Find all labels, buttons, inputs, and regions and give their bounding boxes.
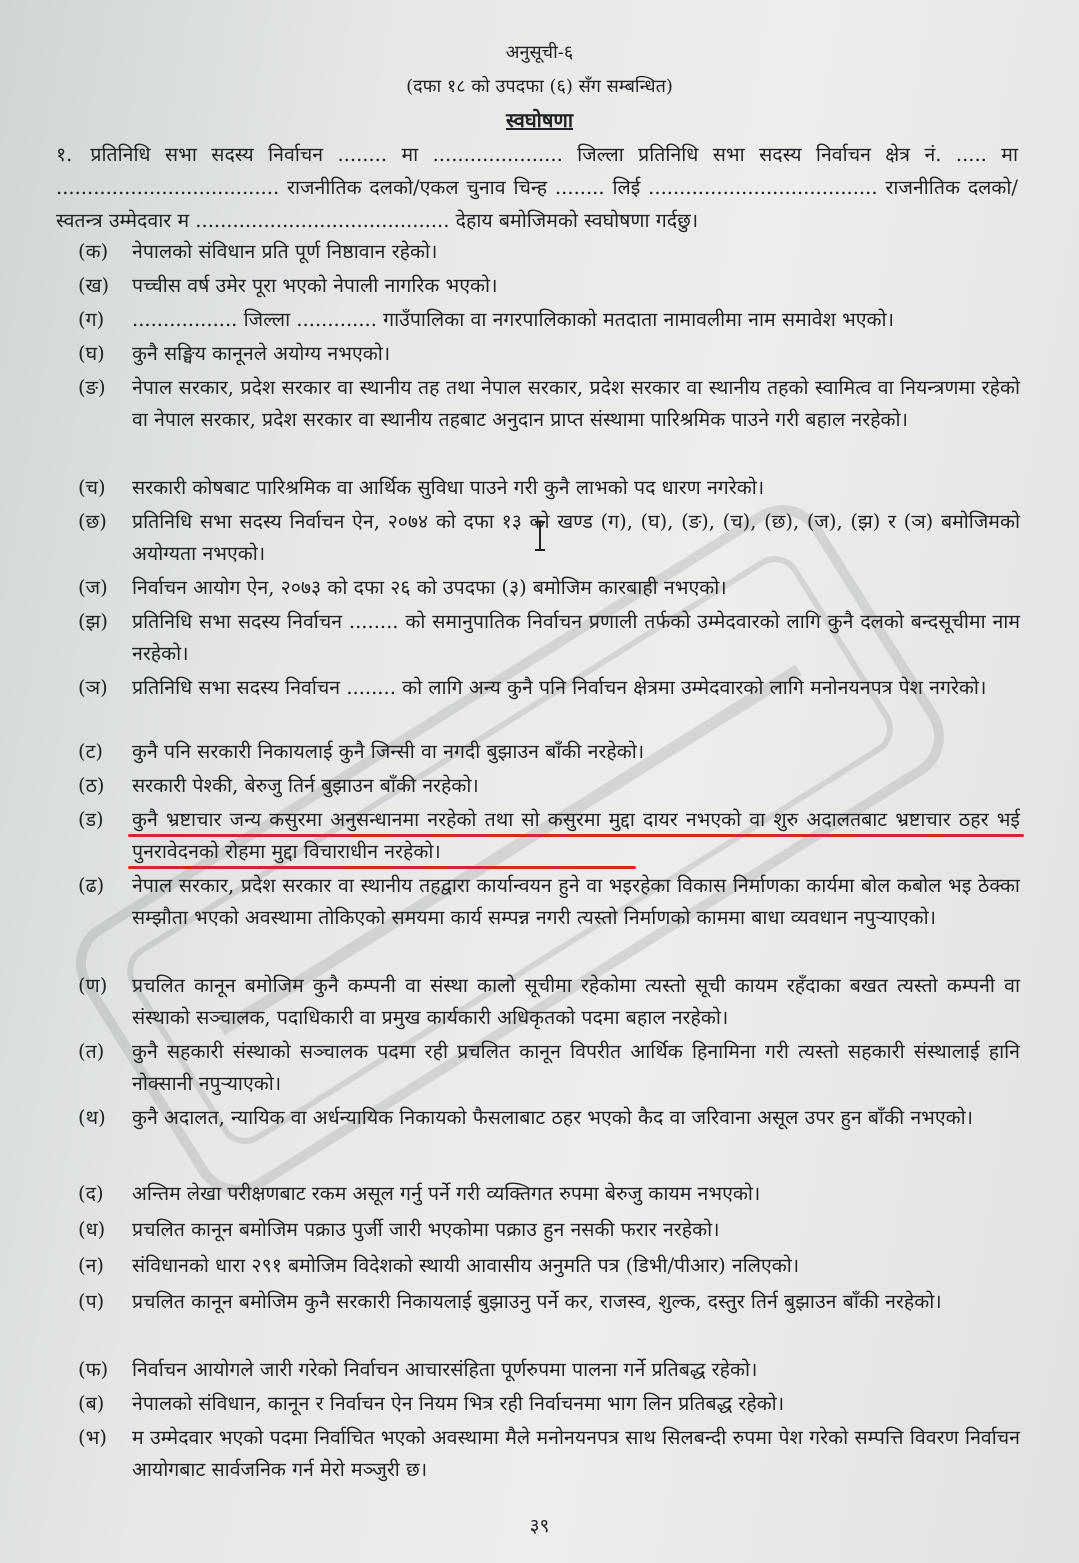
clause-label: (ण)	[78, 974, 108, 997]
clause-pha	[78, 1354, 1020, 1386]
clause-na	[78, 1250, 1020, 1282]
clause-gha	[78, 338, 1020, 370]
clause-text: सरकारी कोषबाट पारिश्रमिक वा आर्थिक सुविधा पाउने गरी कुनै लाभको पद धारण नगरेको।	[132, 476, 765, 499]
clause-text: कुनै पनि सरकारी निकायलाई कुनै जिन्सी वा नगदी बुझाउन बाँकी नरहेको।	[132, 740, 645, 763]
clause-tha	[78, 1102, 1020, 1134]
clause-label: (ग)	[78, 308, 105, 331]
clause-cha	[78, 472, 1020, 504]
clause-text: म उम्मेदवार भएको पदमा निर्वाचित भएको अवस्थामा मैले मनोनयनपत्र साथ सिलबन्दी रुपमा पेश गरेको सम्पत्ति विवरण निर्वाचन आयोगबाट सार्वजनिक गर्न मेरो मञ्जुरी छ।	[132, 1426, 1020, 1481]
clause-label: (च)	[78, 476, 106, 499]
clause-ka	[78, 236, 1020, 268]
clause-text: ................. जिल्ला ............. गाउँपालिका वा नगरपालिकाको मतदाता नामावलीमा नाम समावेश भएको।	[132, 308, 894, 331]
text-cursor-icon	[533, 520, 547, 552]
clause-text: नेपालको संविधान प्रति पूर्ण निष्ठावान रहेको।	[132, 240, 438, 263]
clause-label: (द)	[78, 1182, 104, 1205]
clause-label: (क)	[78, 240, 109, 263]
clause-label: (ढ)	[78, 874, 105, 897]
clause-label: (थ)	[78, 1106, 106, 1129]
intro-number: १.	[56, 143, 73, 166]
intro-text: प्रतिनिधि सभा सदस्य निर्वाचन ........ मा ..................... जिल्ला प्रतिनिधि सभा सदस्य निर्वाचन क्षेत्र नं. ..... मा .................................... राजनीतिक दलको/एकल चुनाव चिन्ह ........ लिई ..................................... राजनीतिक दलको/स्वतन्त्र उम्मेदवार म ......................................... देहाय बमोजिमको स्वघोषणा गर्दछु।	[56, 143, 1018, 232]
clause-label: (छ)	[78, 510, 107, 533]
clause-kha	[78, 270, 1020, 302]
clause-label: (फ)	[78, 1358, 109, 1381]
clause-label: (त)	[78, 1040, 105, 1063]
clause-da	[78, 1178, 1020, 1210]
clause-ba	[78, 1388, 1020, 1420]
clause-text: संविधानको धारा २९१ बमोजिम विदेशको स्थायी आवासीय अनुमति पत्र (डिभी/पीआर) नलिएको।	[132, 1254, 800, 1277]
clause-ja	[78, 572, 1020, 604]
clause-text: सरकारी पेश्की, बेरुजु तिर्न बुझाउन बाँकी नरहेको।	[132, 774, 479, 797]
red-underline-line-2	[128, 866, 636, 869]
clause-ga	[78, 304, 1020, 336]
clause-label: (ड)	[78, 808, 104, 831]
clause-label: (ट)	[78, 740, 104, 763]
clause-text: प्रतिनिधि सभा सदस्य निर्वाचन ........ को समानुपातिक निर्वाचन प्रणाली तर्फको उम्मेदवारको लागि कुनै दलको बन्दसूचीमा नाम नरहेको।	[132, 610, 1020, 665]
clause-label: (भ)	[78, 1426, 107, 1449]
clause-pa	[78, 1286, 1020, 1318]
clause-chha	[78, 506, 1020, 570]
clause-label: (प)	[78, 1290, 105, 1313]
clause-nga	[78, 372, 1020, 436]
clause-text: प्रचलित कानून बमोजिम कुनै सरकारी निकायलाई बुझाउनु पर्ने कर, राजस्व, शुल्क, दस्तुर तिर्न बुझाउन बाँकी नरहेको।	[132, 1290, 942, 1313]
clause-text: अन्तिम लेखा परीक्षणबाट रकम असूल गर्नु पर्ने गरी व्यक्तिगत रुपमा बेरुजु कायम नभएको।	[132, 1182, 761, 1205]
clause-text: प्रचलित कानून बमोजिम कुनै कम्पनी वा संस्था कालो सूचीमा रहेकोमा त्यस्तो सूची कायम रहँदाका बखत त्यस्तो कम्पनी वा संस्थाको सञ्चालक, पदाधिकारी वा प्रमुख कार्यकारी अधिकृतको पदमा बहाल नरहेको।	[132, 974, 1020, 1029]
clause-dha-dental	[78, 1214, 1020, 1246]
clause-text: कुनै भ्रष्टाचार जन्य कसुरमा अनुसन्धानमा नरहेको तथा सो कसुरमा मुद्दा दायर नभएको वा शुरु अदालतबाट भ्रष्टाचार ठहर भई पुनरावेदनको रोहमा मुद्दा विचाराधीन नरहेको।	[132, 808, 1020, 863]
clause-text: निर्वाचन आयोग ऐन, २०७३ को दफा २६ को उपदफा (३) बमोजिम कारबाही नभएको।	[132, 576, 727, 599]
clause-text: कुनै सहकारी संस्थाको सञ्चालक पदमा रही प्रचलित कानून विपरीत आर्थिक हिनामिना गरी त्यस्तो सहकारी संस्थालाई हानि नोक्सानी नपुऱ्याएको।	[132, 1040, 1020, 1095]
clause-label: (ध)	[78, 1218, 106, 1241]
clause-label: (ज)	[78, 576, 108, 599]
clause-label: (ठ)	[78, 774, 105, 797]
page-number: ३९	[529, 1515, 550, 1537]
clause-ta-retroflex	[78, 736, 1020, 768]
intro-paragraph	[56, 138, 1018, 237]
clause-text: नेपाल सरकार, प्रदेश सरकार वा स्थानीय तह तथा नेपाल सरकार, प्रदेश सरकार वा स्थानीय तहको स्वामित्व वा नियन्त्रणमा रहेको वा नेपाल सरकार, प्रदेश सरकार वा स्थानीय तहबाट अनुदान प्राप्त संस्थामा पारिश्रमिक पाउने गरी बहाल नरहेको।	[132, 376, 1020, 431]
annex-subtitle: (दफा १८ को उपदफा (६) सँग सम्बन्धित)	[406, 76, 673, 97]
clause-bha	[78, 1422, 1020, 1486]
clause-label: (ङ)	[78, 376, 106, 399]
clause-text: नेपालको संविधान, कानून र निर्वाचन ऐन नियम भित्र रही निर्वाचनमा भाग लिन प्रतिबद्ध रहेको।	[132, 1392, 785, 1415]
clause-text: प्रतिनिधि सभा सदस्य निर्वाचन ऐन, २०७४ को दफा १३ को खण्ड (ग), (घ), (ङ), (च), (छ), (ज), (झ) र (ञ) बमोजिमको अयोग्यता नभएको।	[132, 510, 1020, 565]
clause-ta	[78, 1036, 1020, 1100]
annex-heading: अनुसूची-६	[505, 42, 574, 63]
clause-label: (न)	[78, 1254, 105, 1277]
clause-text: निर्वाचन आयोगले जारी गरेको निर्वाचन आचारसंहिता पूर्णरुपमा पालना गर्ने प्रतिबद्ध रहेको।	[132, 1358, 758, 1381]
clause-label: (ब)	[78, 1392, 105, 1415]
clause-text: नेपाल सरकार, प्रदेश सरकार वा स्थानीय तहद्वारा कार्यान्वयन हुने वा भइरहेका विकास निर्माणका कार्यमा बोल कबोल भइ ठेक्का सम्झौता भएको अवस्थामा तोकिएको समयमा कार्य सम्पन्न नगरी त्यस्तो निर्माणको काममा बाधा व्यवधान नपुऱ्याएको।	[132, 874, 1020, 929]
clause-nya	[78, 672, 1020, 704]
clause-tha-retroflex	[78, 770, 1020, 802]
clause-text: पच्चीस वर्ष उमेर पूरा भएको नेपाली नागरिक भएको।	[132, 274, 498, 297]
clause-text: कुनै अदालत, न्यायिक वा अर्धन्यायिक निकायको फैसलाबाट ठहर भएको कैद वा जरिवाना असूल उपर हुन बाँकी नभएको।	[132, 1106, 974, 1129]
clause-label: (झ)	[78, 610, 108, 633]
red-underline-line-1	[128, 834, 1024, 837]
clause-label: (ख)	[78, 274, 110, 297]
clause-text: प्रतिनिधि सभा सदस्य निर्वाचन ........ को लागि अन्य कुनै पनि निर्वाचन क्षेत्रमा उम्मेदवारको लागि मनोनयनपत्र पेश नगरेको।	[132, 676, 987, 699]
clause-text: प्रचलित कानून बमोजिम पक्राउ पुर्जी जारी भएकोमा पक्राउ हुन नसकी फरार नरहेको।	[132, 1218, 720, 1241]
clause-dha	[78, 870, 1020, 934]
clause-jha	[78, 606, 1020, 670]
clause-text: कुनै सङ्घिय कानूनले अयोग्य नभएको।	[132, 342, 391, 365]
clause-label: (ञ)	[78, 676, 108, 699]
clause-na-retroflex	[78, 970, 1020, 1034]
clause-label: (घ)	[78, 342, 105, 365]
document-title: स्वघोषणा	[505, 108, 574, 132]
